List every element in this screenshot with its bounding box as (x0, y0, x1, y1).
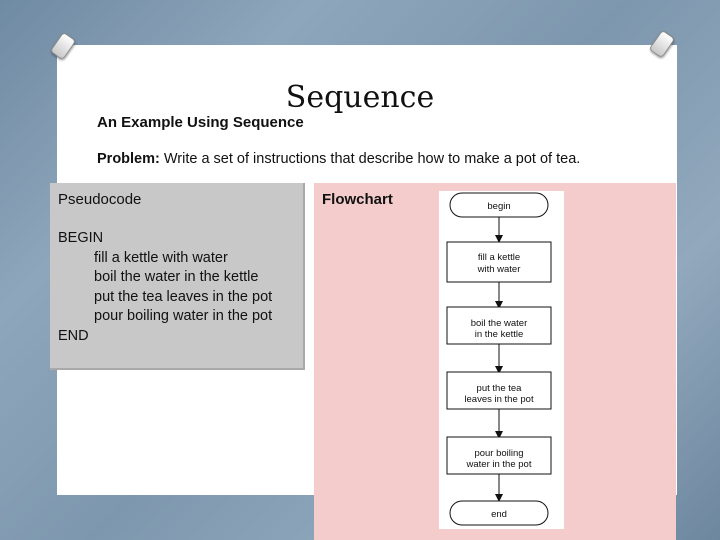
problem-statement (97, 151, 580, 167)
flow-process-label: put the tea (476, 383, 522, 394)
flow-process-label: fill a kettle (477, 252, 521, 263)
flow-end-label: end (491, 509, 507, 520)
flow-process-label: leaves in the pot (464, 394, 534, 405)
flowchart-diagram (439, 191, 564, 529)
pseudocode-heading: Pseudocode (58, 191, 142, 208)
problem-label: Problem: (97, 151, 160, 167)
pseudocode-end: END (58, 327, 89, 344)
pseudocode-step: put the tea leaves in the pot (94, 288, 273, 305)
pseudocode-begin: BEGIN (58, 230, 104, 246)
flow-process-label: in the kettle (474, 329, 524, 340)
slide-subtitle: An Example Using Sequence (97, 114, 304, 131)
flow-process-label: with water (477, 264, 521, 275)
slide-title: Sequence (285, 80, 435, 115)
flow-process-label: water in the pot (466, 459, 532, 470)
pseudocode-step: boil the water in the kettle (94, 269, 259, 285)
pseudocode-step: fill a kettle with water (94, 249, 228, 266)
flowchart-heading: Flowchart (322, 191, 393, 208)
pseudocode-body (58, 229, 272, 346)
flow-start-label: begin (487, 201, 511, 212)
problem-text: Write a set of instructions that describe how to make a pot of tea. (159, 151, 581, 167)
flow-process-label: boil the water (470, 318, 528, 329)
pseudocode-step: pour boiling water in the pot (94, 308, 273, 324)
flow-process-label: pour boiling (474, 448, 524, 459)
